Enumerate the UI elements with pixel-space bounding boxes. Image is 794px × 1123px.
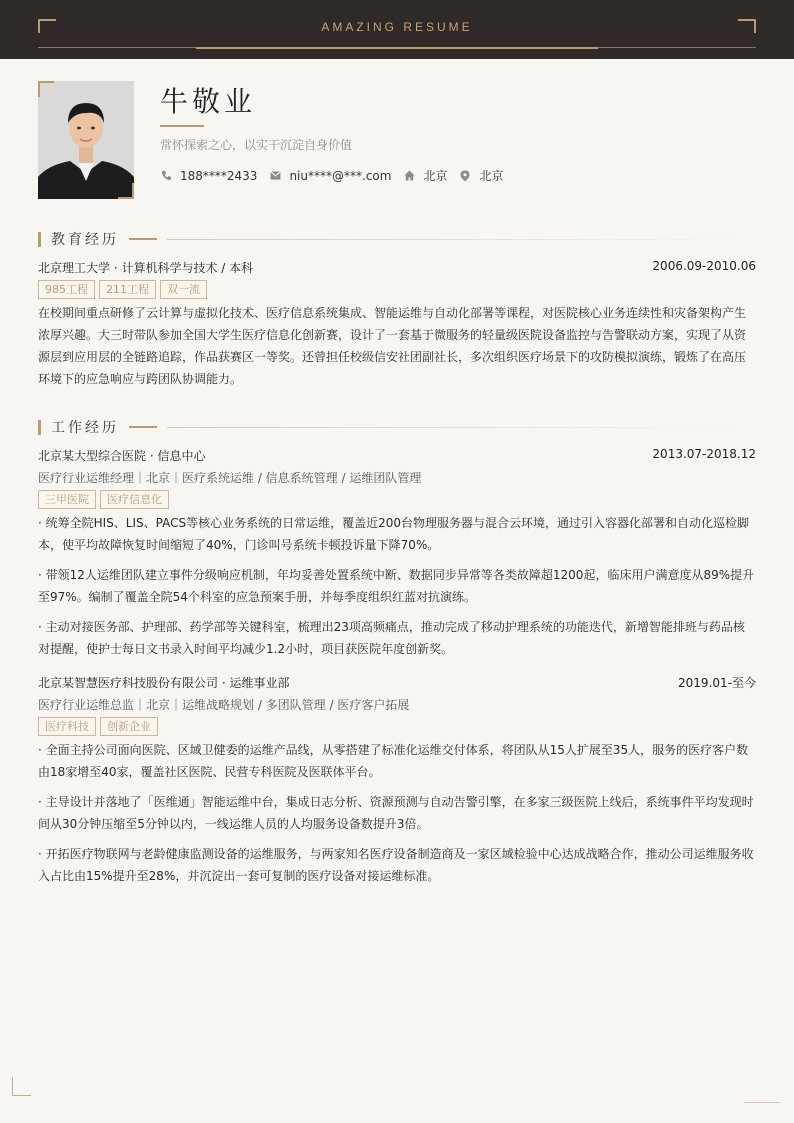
school-name: 北京理工大学 · 计算机科学与技术 / 本科 [38,261,254,275]
work-section-header [38,419,756,435]
name-underline [160,125,204,127]
section-marker [38,420,41,435]
contact-email [269,169,391,183]
education-section-header [38,231,756,247]
section-title: 教育经历 [51,232,119,248]
job-role: 医疗行业运维经理｜北京｜医疗系统运维 / 信息系统管理 / 运维团队管理 [38,471,422,485]
candidate-name: 牛敬业 [160,85,257,118]
tag: 创新企业 [100,717,158,736]
tag: 三甲医院 [38,490,96,509]
tag: 医疗科技 [38,717,96,736]
home-city: 北京 [423,169,448,183]
job-bullet: · 统筹全院HIS、LIS、PACS等核心业务系统的日常运维，覆盖近200台物理服务器与混合云环境，通过引入容器化部署和自动化巡检脚本，使平均故障恢复时间缩短了40%，门诊叫号系统卡顿投诉量下降70%。 [38,516,750,552]
job-role: 医疗行业运维总监｜北京｜运维战略规划 / 多团队管理 / 医疗客户拓展 [38,698,410,712]
company-name: 北京某大型综合医院 · 信息中心 [38,449,206,463]
job-bullet: · 主导设计并落地了「医维通」智能运维中台，集成日志分析、资源预测与自动告警引擎，在多家三级医院上线后，系统事件平均发现时间从30分钟压缩至5分钟以内，一线运维人员的人均服务设备数提升3倍。 [38,795,754,831]
education-entry-header [38,259,756,276]
job-bullet: · 主动对接医务部、护理部、药学部等关键科室，梳理出23项高频痛点，推动完成了移动护理系统的功能迭代，新增智能排班与药品核对提醒，使护士每日文书录入时间平均减少1.2小时，项目获医院年度创新奖。 [38,620,745,656]
section-accent-line [129,426,157,428]
phone-number: 188****2433 [180,168,258,183]
section-divider [167,239,756,240]
contact-home [403,167,447,184]
job-tags [38,490,173,509]
phone-icon [160,170,172,182]
mail-icon [269,170,281,182]
section-marker [38,232,41,247]
tag: 医疗信息化 [100,490,169,509]
location-city: 北京 [479,169,504,183]
photo-corner-ornament [118,183,134,199]
company-name: 北京某智慧医疗科技股份有限公司 · 运维事业部 [38,676,290,690]
header-banner [0,0,794,59]
contact-phone [160,169,257,183]
email-address: niu****@***.com [289,168,392,183]
job-bullet: · 带领12人运维团队建立事件分级响应机制，年均妥善处置系统中断、数据同步异常等各类故障超1200起，临床用户满意度从89%提升至97%。编制了覆盖全院54个科室的应急预案手册，并每季度组织红蓝对抗演练。 [38,568,755,604]
home-icon [403,170,415,182]
profile-photo [38,81,134,199]
photo-corner-ornament [38,81,54,97]
education-tags [38,280,211,299]
contact-location [459,167,503,184]
tag: 985工程 [38,280,95,299]
location-pin-icon [459,170,471,182]
job-period: 2013.07-2018.12 [652,447,756,461]
job-entry-header [38,447,756,464]
job-tags [38,717,162,736]
education-period: 2006.09-2010.06 [652,259,756,273]
brand-title: AMAZING RESUME [321,20,473,34]
section-title: 工作经历 [51,420,119,436]
job-bullet: · 全面主持公司面向医院、区域卫健委的运维产品线，从零搭建了标准化运维交付体系，将团队从15人扩展至35人，服务的医疗客户数由18家增至40家，覆盖社区医院、民营专科医院及医联体平台。 [38,743,749,779]
tag: 211工程 [99,280,156,299]
section-divider [167,427,756,428]
footer-corner-ornament [12,1077,31,1096]
banner-accent-line [196,47,598,49]
footer-line-ornament [744,1102,780,1103]
tag: 双一流 [160,280,207,299]
section-accent-line [129,238,157,240]
job-bullet: · 开拓医疗物联网与老龄健康监测设备的运维服务，与两家知名医疗设备制造商及一家区域检验中心达成战略合作，推动公司运维服务收入占比由15%提升至28%，并沉淀出一套可复制的医疗设备对接运维标准。 [38,847,754,883]
tagline: 常怀探索之心，以实干沉淀自身价值 [160,138,353,152]
job-period: 2019.01-至今 [678,676,756,690]
job-entry-header [38,674,756,691]
contact-info [160,167,515,184]
education-description: 在校期间重点研修了云计算与虚拟化技术、医疗信息系统集成、智能运维与自动化部署等课程，对医院核心业务连续性和灾备架构产生浓厚兴趣。大三时带队参加全国大学生医疗信息化创新赛，设计了一套基于微服务的轻量级医院设备监控与告警联动方案，实现了从资源层到应用层的全链路追踪，作品获赛区一等奖。还曾担任校级信安社团副社长，多次组织医疗场景下的攻防模拟演练，锻炼了在高压环境下的应急响应与跨团队协调能力。 [38,306,747,386]
